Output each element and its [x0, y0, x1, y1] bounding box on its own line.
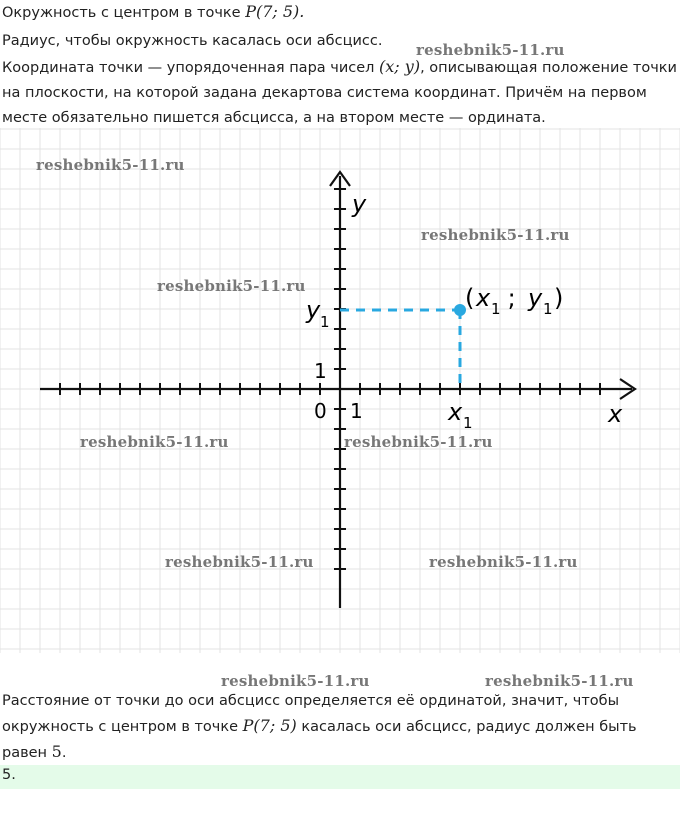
point-label-close: ) — [554, 284, 564, 312]
answer-box — [0, 765, 680, 789]
watermark: reshebnik5-11.ru — [429, 553, 578, 571]
solution-line-3 — [2, 742, 66, 763]
solution-point: P(7; 5) — [242, 716, 297, 735]
point-label-x: x — [476, 284, 491, 312]
watermark: reshebnik5-11.ru — [344, 433, 493, 451]
problem-point: P(7; 5). — [245, 2, 305, 21]
coordinate-plane-figure — [0, 128, 680, 653]
explanation-text-suffix: , описывающая положение точки — [420, 60, 677, 76]
x1-letter: x — [448, 398, 463, 426]
point-label-sep: ; — [500, 284, 524, 312]
y-axis-label: y — [352, 190, 367, 218]
y-one-label: 1 — [314, 359, 327, 383]
origin-label: 0 — [314, 399, 327, 423]
watermark: reshebnik5-11.ru — [485, 672, 634, 690]
solution-radius-value: 5 — [51, 742, 62, 761]
watermark: reshebnik5-11.ru — [416, 41, 565, 59]
x1-subscript: 1 — [463, 414, 473, 432]
y1-label — [305, 296, 330, 331]
watermark: reshebnik5-11.ru — [36, 156, 185, 174]
y1-subscript: 1 — [320, 313, 330, 331]
watermark: reshebnik5-11.ru — [221, 672, 370, 690]
solution-text: равен — [2, 745, 52, 761]
x-one-label: 1 — [350, 399, 363, 423]
point-label-x-sub: 1 — [491, 300, 501, 318]
explanation-line-2: на плоскости, на которой задана декартова система координат. Причём на первом — [2, 85, 647, 101]
solution-line-1: Расстояние от точки до оси абсцисс определяется её ординатой, значит, чтобы — [2, 693, 620, 709]
axis-ticks — [60, 189, 600, 569]
point-label-y-sub: 1 — [543, 300, 553, 318]
explanation-line-1 — [2, 57, 677, 78]
explanation-math: (x; y) — [379, 57, 421, 76]
point-label-y: y — [528, 284, 543, 312]
solution-text: окружность с центром в точке — [2, 719, 243, 735]
answer-value: 5. — [2, 767, 16, 783]
watermark: reshebnik5-11.ru — [80, 433, 229, 451]
problem-line-2: Радиус, чтобы окружность касалась оси абсцисс. — [2, 33, 383, 49]
watermark: reshebnik5-11.ru — [421, 226, 570, 244]
y1-letter: y — [306, 296, 321, 324]
solution-line-2 — [2, 716, 637, 737]
watermark: reshebnik5-11.ru — [157, 277, 306, 295]
x-axis-label: x — [608, 400, 623, 428]
problem-text: Окружность с центром в точке — [2, 5, 246, 21]
point-label-open: ( — [465, 284, 475, 312]
solution-period: . — [61, 745, 67, 761]
problem-line-1 — [2, 2, 304, 23]
explanation-text: Координата точки — упорядоченная пара чисел — [2, 60, 380, 76]
watermark: reshebnik5-11.ru — [165, 553, 314, 571]
solution-text-suffix: касалась оси абсцисс, радиус должен быть — [296, 719, 637, 735]
explanation-line-3: месте обязательно пишется абсцисса, а на втором месте — ордината. — [2, 110, 546, 126]
